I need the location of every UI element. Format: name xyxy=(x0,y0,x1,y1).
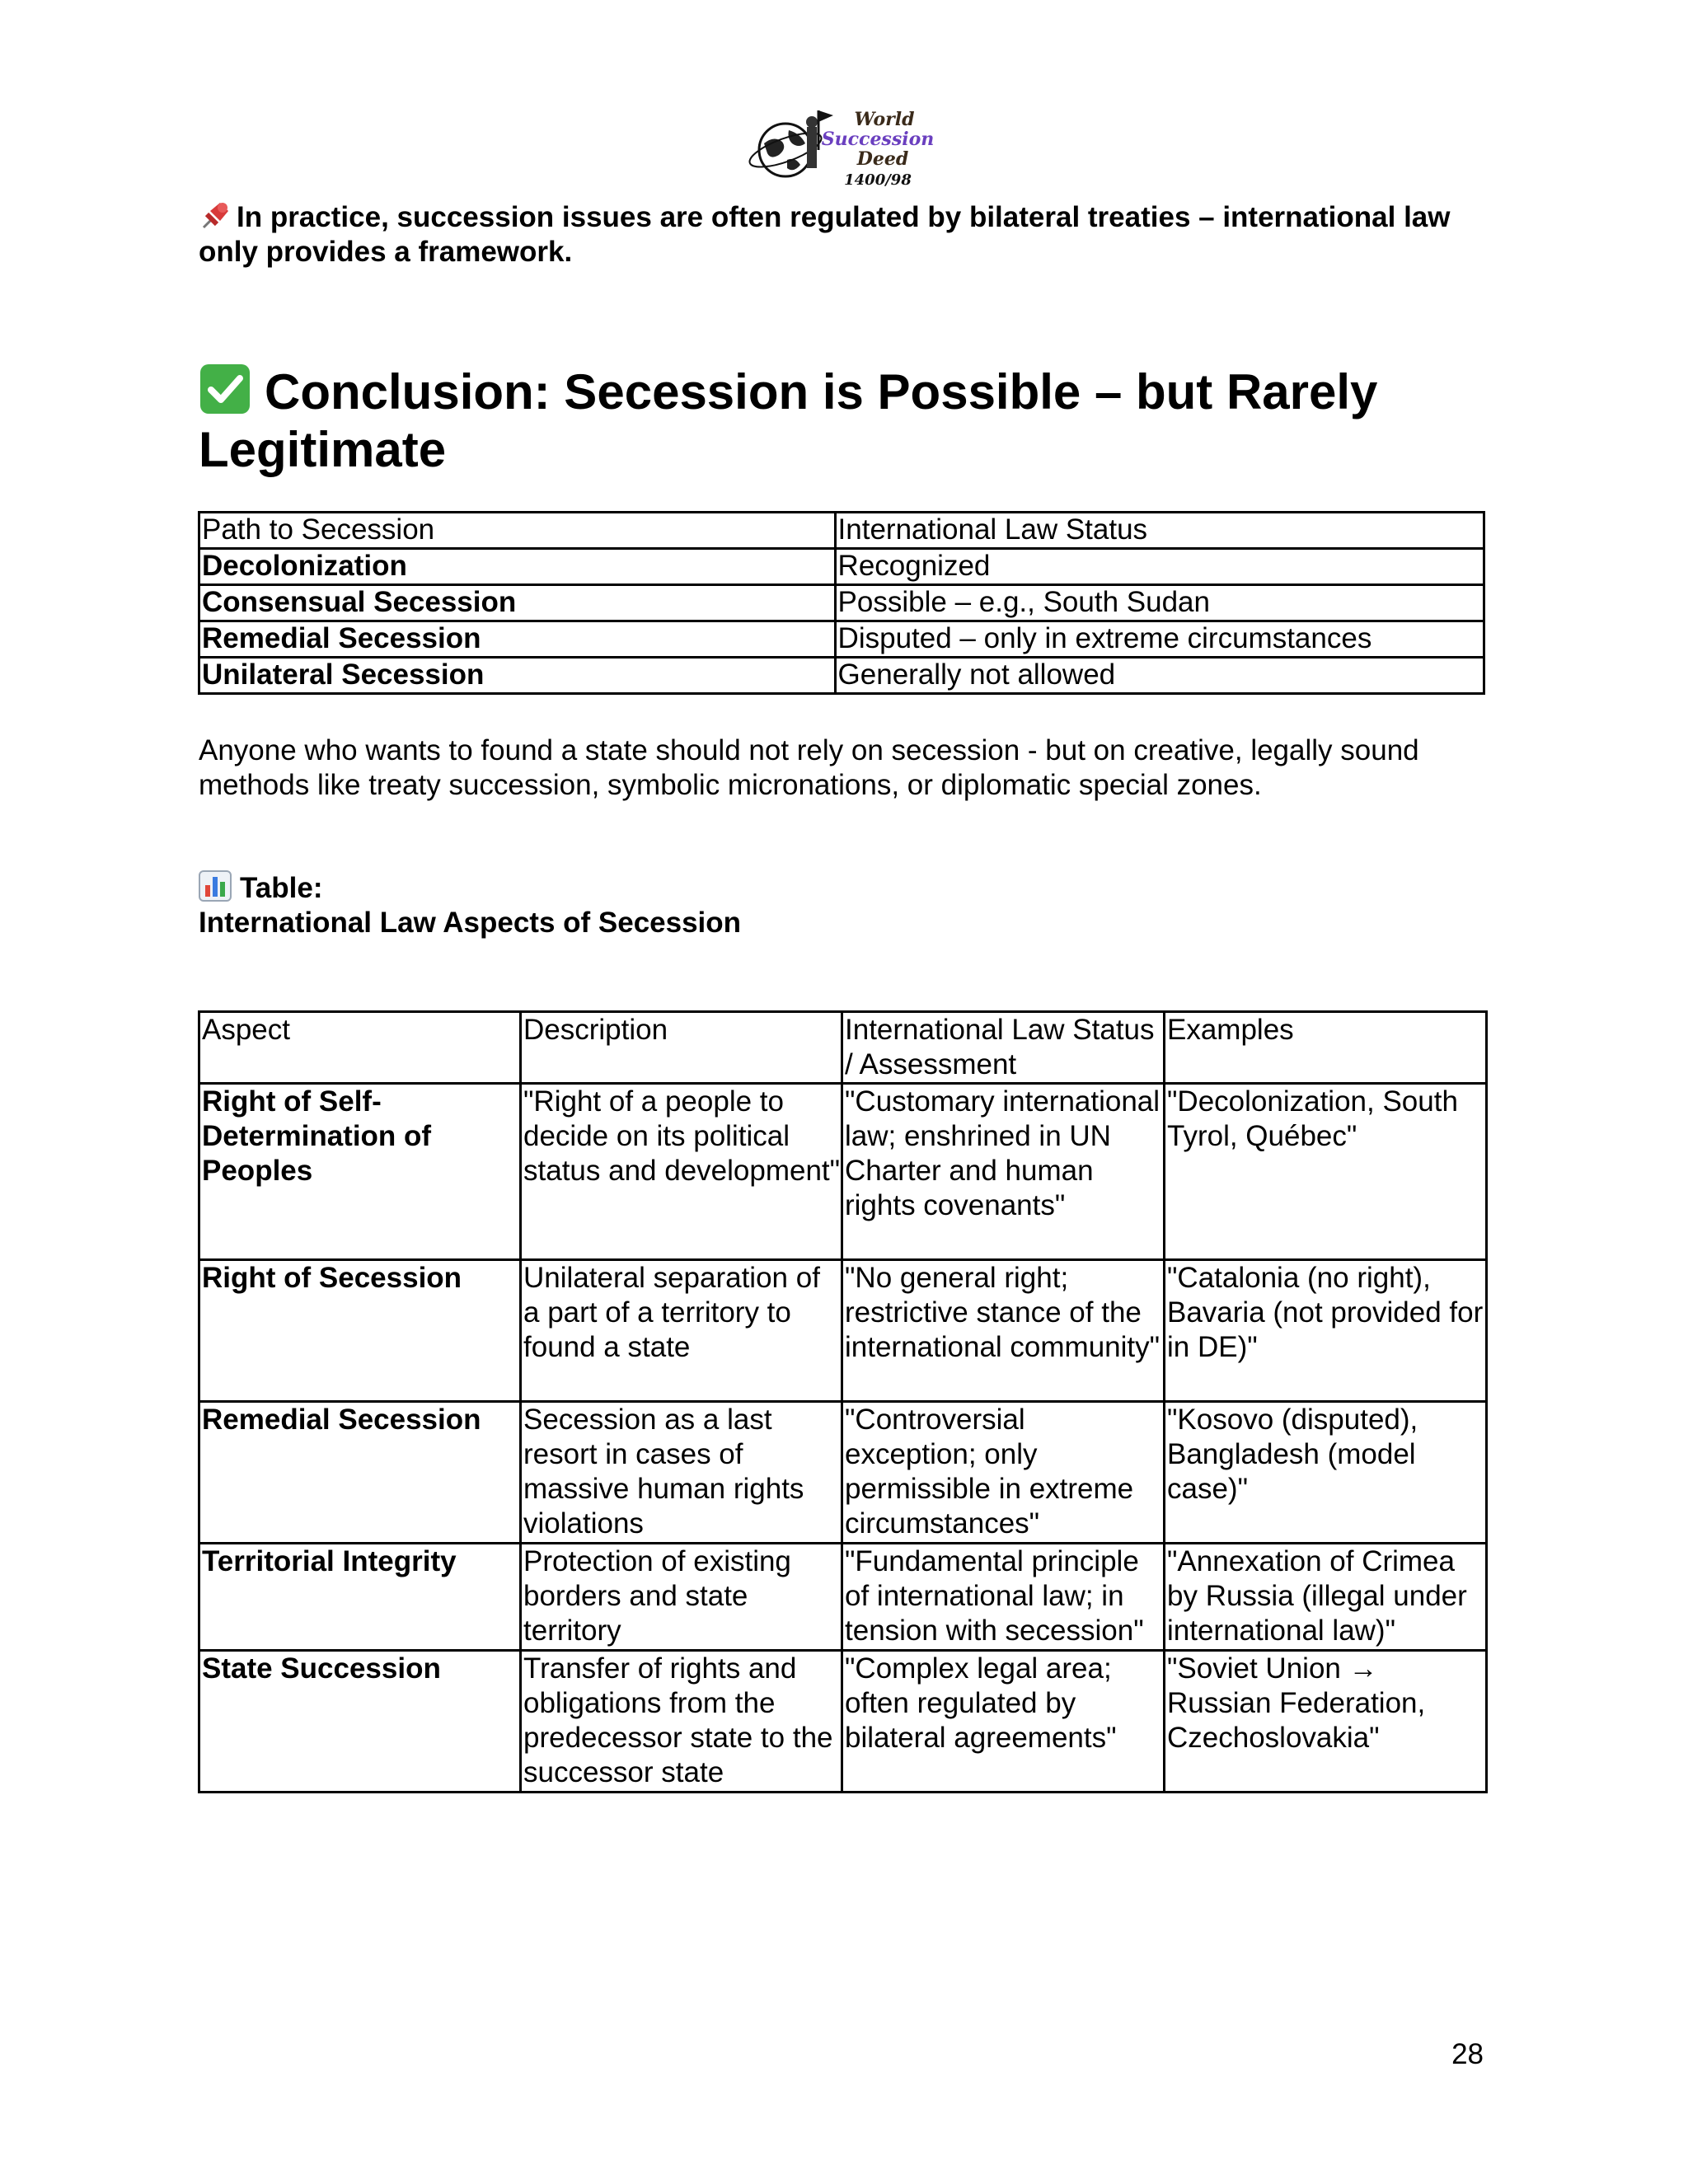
world-succession-deed-logo xyxy=(746,102,944,191)
table-cell: "Customary international law; enshrined in UN Charter and human rights covenants" xyxy=(842,1084,1165,1260)
table-row xyxy=(199,585,1484,621)
table-header-cell: Description xyxy=(521,1012,842,1084)
table-cell: Recognized xyxy=(835,549,1484,585)
table-row xyxy=(199,658,1484,694)
aspects-table xyxy=(198,1010,1488,1793)
table-row xyxy=(199,1651,1487,1793)
table-cell: "Fundamental principle of international law; in tension with secession" xyxy=(842,1544,1165,1651)
table-header-cell: Aspect xyxy=(199,1012,521,1084)
table-row xyxy=(199,549,1484,585)
table-cell: "Annexation of Crimea by Russia (illegal under international law)" xyxy=(1165,1544,1487,1651)
logo-image xyxy=(746,102,944,191)
table-cell: Transfer of rights and obligations from the predecessor state to the successor state xyxy=(521,1651,842,1793)
table-row xyxy=(199,1402,1487,1544)
table-header-cell: Examples xyxy=(1165,1012,1487,1084)
table-cell: "Soviet Union → Russian Federation, Czechoslovakia" xyxy=(1165,1651,1487,1793)
table-cell: Decolonization xyxy=(199,549,836,585)
table-cell: Remedial Secession xyxy=(199,621,836,658)
practice-note-text: In practice, succession issues are often regulated by bilateral treaties – international law only provides a framework. xyxy=(199,201,1451,268)
conclusion-heading xyxy=(199,363,1517,479)
logo-text-line1: World xyxy=(854,109,915,130)
table-cell: Disputed – only in extreme circumstances xyxy=(835,621,1484,658)
table-header-row xyxy=(199,1012,1487,1084)
table-header-cell: Path to Secession xyxy=(199,513,836,549)
table-cell: Territorial Integrity xyxy=(199,1544,521,1651)
table-cell: "Decolonization, South Tyrol, Québec" xyxy=(1165,1084,1487,1260)
table-cell: "Kosovo (disputed), Bangladesh (model case)" xyxy=(1165,1402,1487,1544)
bar-chart-icon xyxy=(199,870,232,902)
table-cell: Secession as a last resort in cases of massive human rights violations xyxy=(521,1402,842,1544)
table-header-cell: International Law Status / Assessment xyxy=(842,1012,1165,1084)
logo-text-line4: 1400/98 xyxy=(844,171,912,189)
table-cell: Generally not allowed xyxy=(835,658,1484,694)
table-cell: Consensual Secession xyxy=(199,585,836,621)
table-cell: Protection of existing borders and state territory xyxy=(521,1544,842,1651)
pushpin-icon xyxy=(199,199,232,231)
table-header-cell: International Law Status xyxy=(835,513,1484,549)
table-cell: "Complex legal area; often regulated by bilateral agreements" xyxy=(842,1651,1165,1793)
table-cell: State Succession xyxy=(199,1651,521,1793)
page-number: 28 xyxy=(1451,2038,1484,2070)
table-row xyxy=(199,1260,1487,1402)
table-cell: Remedial Secession xyxy=(199,1402,521,1544)
body-paragraph: Anyone who wants to found a state should not rely on secession - but on creative, legally sound methods like treaty succession, symbolic micronations, or diplomatic special zones. xyxy=(199,734,1419,801)
table-row xyxy=(199,1084,1487,1260)
conclusion-heading-text: Conclusion: Secession is Possible – but Rarely Legitimate xyxy=(199,364,1378,477)
table-cell: "No general right; restrictive stance of the international community" xyxy=(842,1260,1165,1402)
table-heading-label: Table: xyxy=(240,872,323,904)
secession-status-table xyxy=(198,511,1485,695)
table-heading-title: International Law Aspects of Secession xyxy=(199,907,742,939)
table-cell: Right of Self-Determination of Peoples xyxy=(199,1084,521,1260)
table-cell: "Catalonia (no right), Bavaria (not provided for in DE)" xyxy=(1165,1260,1487,1402)
table-cell: Possible – e.g., South Sudan xyxy=(835,585,1484,621)
table-cell: Right of Secession xyxy=(199,1260,521,1402)
table-heading xyxy=(199,870,1188,940)
table-cell: Unilateral separation of a part of a territory to found a state xyxy=(521,1260,842,1402)
table-heading-line1 xyxy=(199,870,1188,906)
table-cell: "Controversial exception; only permissible in extreme circumstances" xyxy=(842,1402,1165,1544)
table-cell: "Right of a people to decide on its political status and development" xyxy=(521,1084,842,1260)
table-row xyxy=(199,1544,1487,1651)
check-mark-icon xyxy=(199,363,251,415)
table-row xyxy=(199,621,1484,658)
table-header-row xyxy=(199,513,1484,549)
logo-text-line2: Succession xyxy=(821,129,935,150)
logo-text-line3: Deed xyxy=(856,148,909,170)
table-cell: Unilateral Secession xyxy=(199,658,836,694)
practice-note xyxy=(199,199,1484,269)
